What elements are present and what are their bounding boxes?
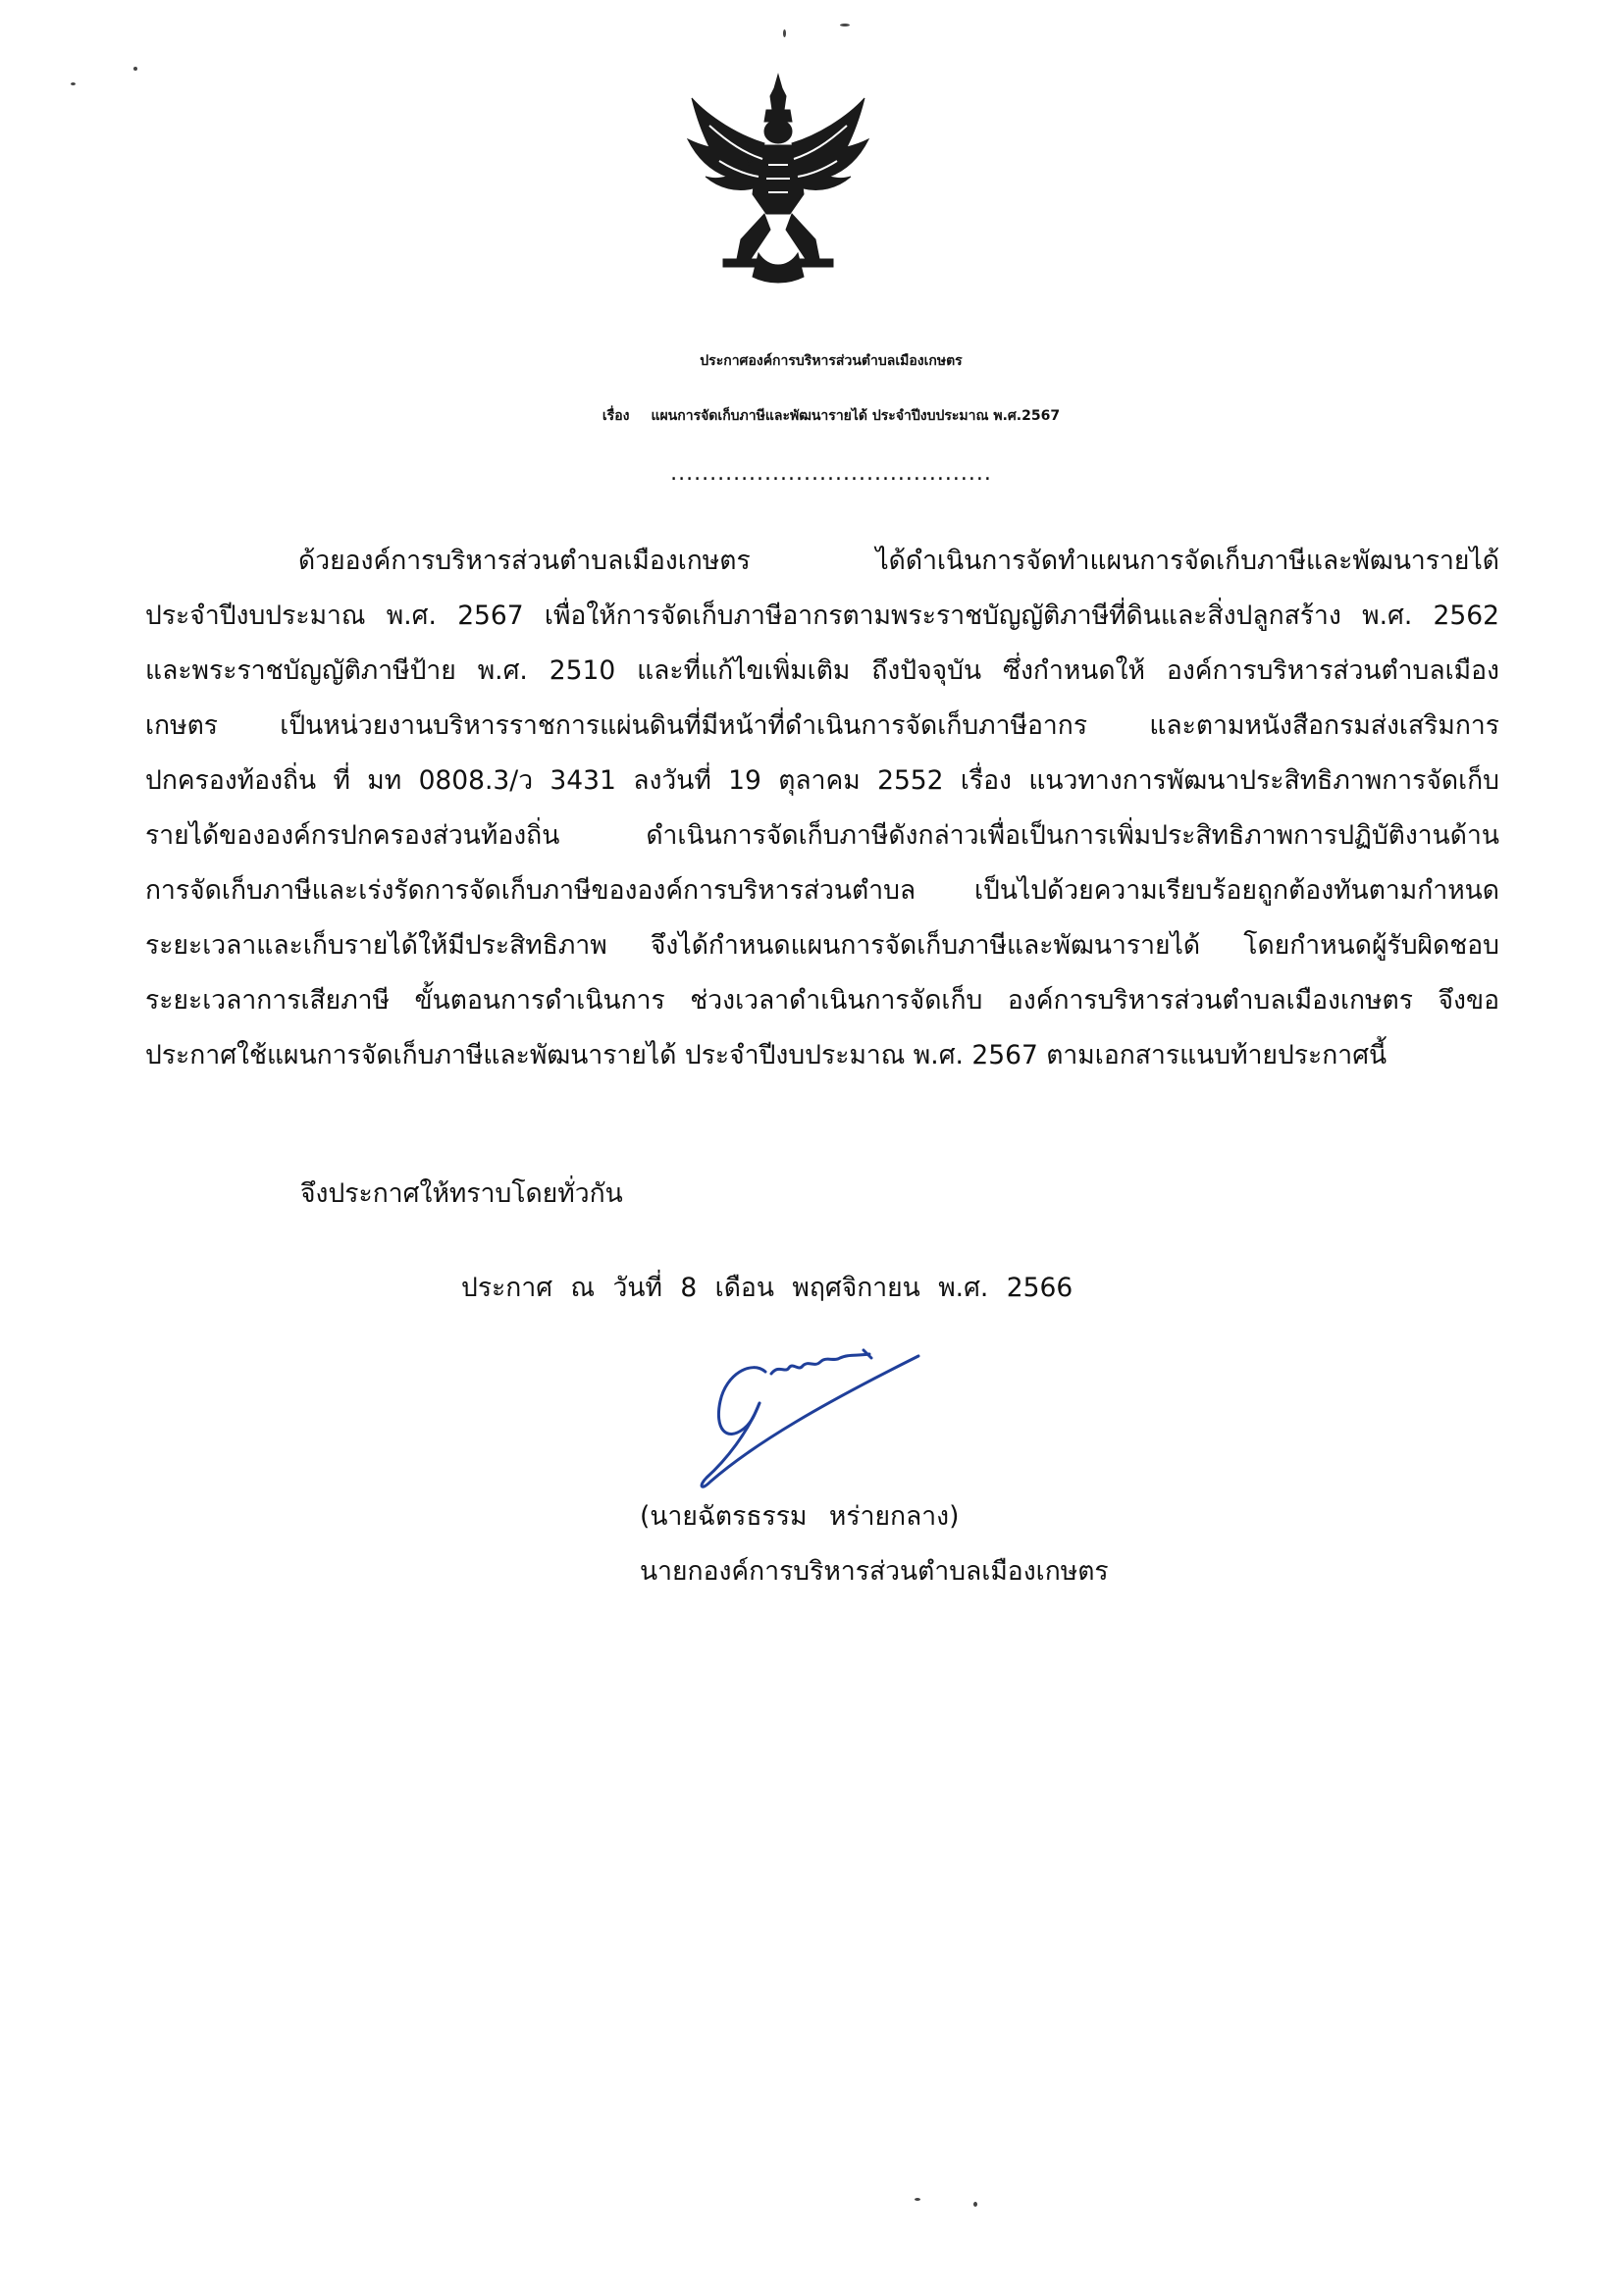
body-line: การจัดเก็บภาษีและเร่งรัดการจัดเก็บภาษีขององค์การบริหารส่วนตำบล เป็นไปด้วยความเรียบร้อยถูกต้องทันตามกำหนด xyxy=(145,875,1499,906)
scan-speck xyxy=(133,67,137,71)
signature-image xyxy=(687,1334,932,1491)
body-line: รายได้ขององค์กรปกครองส่วนท้องถิ่น ดำเนินการจัดเก็บภาษีดังกล่าวเพื่อเป็นการเพิ่มประสิทธิภาพการปฏิบัติงานด้าน xyxy=(145,820,1499,851)
scan-speck xyxy=(915,2198,920,2201)
body-line: ปกครองท้องถิ่น ที่ มท 0808.3/ว 3431 ลงวันที่ 19 ตุลาคม 2552 เรื่อง แนวทางการพัฒนาประสิทธิภาพการจัดเก็บ xyxy=(145,765,1499,796)
body-line: เกษตร เป็นหน่วยงานบริหารราชการแผ่นดินที่มีหน้าที่ดำเนินการจัดเก็บภาษีอากร และตามหนังสือกรมส่งเสริมการ xyxy=(145,710,1499,741)
body-line: ประจำปีงบประมาณ พ.ศ. 2567 เพื่อให้การจัดเก็บภาษีอากรตามพระราชบัญญัติภาษีที่ดินและสิ่งปลูกสร้าง พ.ศ. 2562 xyxy=(145,600,1499,631)
subject-label: เรื่อง xyxy=(602,408,630,424)
body-line: และพระราชบัญญัติภาษีป้าย พ.ศ. 2510 และที่แก้ไขเพิ่มเติม ถึงปัจจุบัน ซึ่งกำหนดให้ องค์การบริหารส่วนตำบลเมือง xyxy=(145,655,1499,686)
title-separator: ......................................... xyxy=(670,461,992,486)
scan-speck xyxy=(783,29,786,37)
body-line: ระยะเวลาและเก็บรายได้ให้มีประสิทธิภาพ จึงได้กำหนดแผนการจัดเก็บภาษีและพัฒนารายได้ โดยกำหนดผู้รับผิดชอบ xyxy=(145,930,1499,961)
signer-position: นายกองค์การบริหารส่วนตำบลเมืองเกษตร xyxy=(640,1556,1109,1587)
body-line: ประกาศใช้แผนการจัดเก็บภาษีและพัฒนารายได้ ประจำปีงบประมาณ พ.ศ. 2567 ตามเอกสารแนบท้ายประกาศนี้ xyxy=(145,1040,1387,1070)
announcement-title: ประกาศองค์การบริหารส่วนตำบลเมืองเกษตร xyxy=(700,353,963,369)
announcement-subject xyxy=(0,396,1623,436)
body-line: ระยะเวลาการเสียภาษี ขั้นตอนการดำเนินการ ช่วงเวลาดำเนินการจัดเก็บ องค์การบริหารส่วนตำบลเมืองเกษตร จึงขอ xyxy=(145,985,1499,1016)
announcement-date: ประกาศ ณ วันที่ 8 เดือน พฤศจิกายน พ.ศ. 2566 xyxy=(461,1273,1073,1303)
scan-speck xyxy=(973,2202,977,2207)
signer-name: (นายฉัตรธรรม หร่ายกลาง) xyxy=(640,1501,960,1532)
garuda-emblem xyxy=(680,67,876,285)
subject-text: แผนการจัดเก็บภาษีและพัฒนารายได้ ประจำปีงบประมาณ พ.ศ.2567 xyxy=(651,408,1061,424)
body-line: ด้วยองค์การบริหารส่วนตำบลเมืองเกษตร ได้ดำเนินการจัดทำแผนการจัดเก็บภาษีและพัฒนารายได้ xyxy=(298,546,1499,576)
closing-statement: จึงประกาศให้ทราบโดยทั่วกัน xyxy=(300,1178,623,1209)
scan-speck xyxy=(840,24,850,26)
scan-speck xyxy=(71,82,76,85)
